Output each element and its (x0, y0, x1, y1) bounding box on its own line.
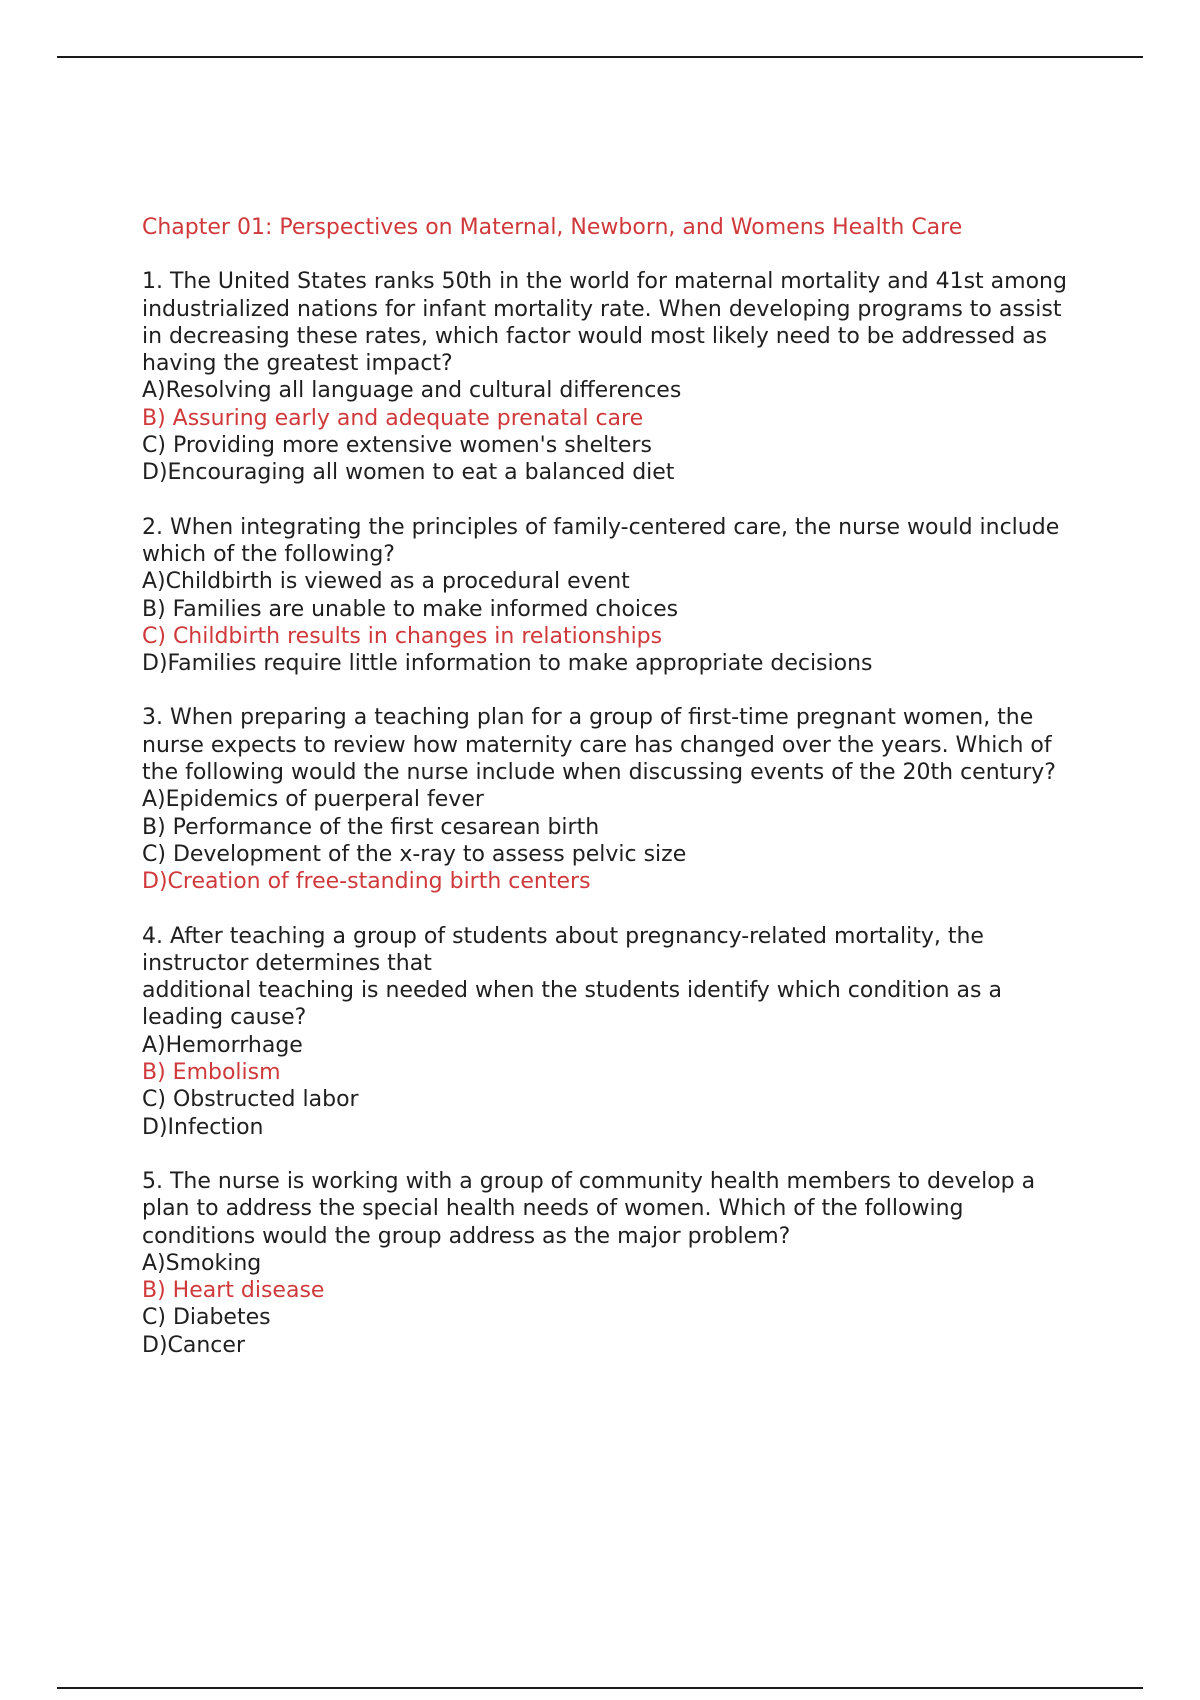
question-stem: 5. The nurse is working with a group of community health members to develop a plan to address the special health needs of women. Which of the following conditions would the group address as the major problem? (142, 1168, 1036, 1249)
question-stem: 2. When integrating the principles of family-centered care, the nurse would include which of the following? (142, 514, 1060, 567)
question-2 (142, 514, 1072, 678)
option-c: C) Development of the x-ray to assess pelvic size (142, 841, 687, 867)
question-5 (142, 1168, 1072, 1359)
option-d: D)Encouraging all women to eat a balanced diet (142, 460, 675, 486)
option-d-correct: D)Creation of free-standing birth centers (142, 869, 591, 895)
option-a: A)Epidemics of puerperal fever (142, 787, 484, 813)
question-stem: 3. When preparing a teaching plan for a group of first-time pregnant women, the nurse expects to review how maternity care has changed over the years. Which of the following would the nurse include when discussing events of the 20th century? (142, 705, 1056, 786)
option-b-correct: B) Assuring early and adequate prenatal care (142, 405, 644, 431)
option-a: A)Resolving all language and cultural differences (142, 378, 682, 404)
question-4 (142, 923, 1072, 1141)
question-3 (142, 704, 1072, 895)
option-d: D)Infection (142, 1114, 264, 1140)
option-c: C) Diabetes (142, 1305, 271, 1331)
option-d: D)Cancer (142, 1332, 245, 1358)
option-a: A)Childbirth is viewed as a procedural event (142, 569, 630, 595)
option-c: C) Providing more extensive women's shelters (142, 433, 652, 459)
chapter-title: Chapter 01: Perspectives on Maternal, Newborn, and Womens Health Care (142, 215, 963, 240)
question-stem-line-1: 4. After teaching a group of students about pregnancy-related mortality, the instructor determines that (142, 923, 984, 976)
option-c-correct: C) Childbirth results in changes in relationships (142, 623, 663, 649)
option-b-correct: B) Heart disease (142, 1278, 325, 1304)
option-a: A)Hemorrhage (142, 1032, 303, 1058)
option-b: B) Families are unable to make informed choices (142, 596, 679, 622)
question-1 (142, 268, 1072, 486)
option-b-correct: B) Embolism (142, 1060, 281, 1086)
document-body (142, 214, 1072, 1386)
question-stem-line-2: additional teaching is needed when the students identify which condition as a leading cause? (142, 978, 1002, 1031)
option-a: A)Smoking (142, 1250, 262, 1276)
bottom-rule (57, 1687, 1143, 1689)
top-rule (57, 56, 1143, 58)
option-d: D)Families require little information to make appropriate decisions (142, 651, 873, 677)
option-c: C) Obstructed labor (142, 1087, 359, 1113)
question-stem: 1. The United States ranks 50th in the world for maternal mortality and 41st among industrialized nations for infant mortality rate. When developing programs to assist in decreasing these rates, which factor would most likely need to be addressed as having the greatest impact? (142, 269, 1067, 377)
option-b: B) Performance of the first cesarean birth (142, 814, 600, 840)
